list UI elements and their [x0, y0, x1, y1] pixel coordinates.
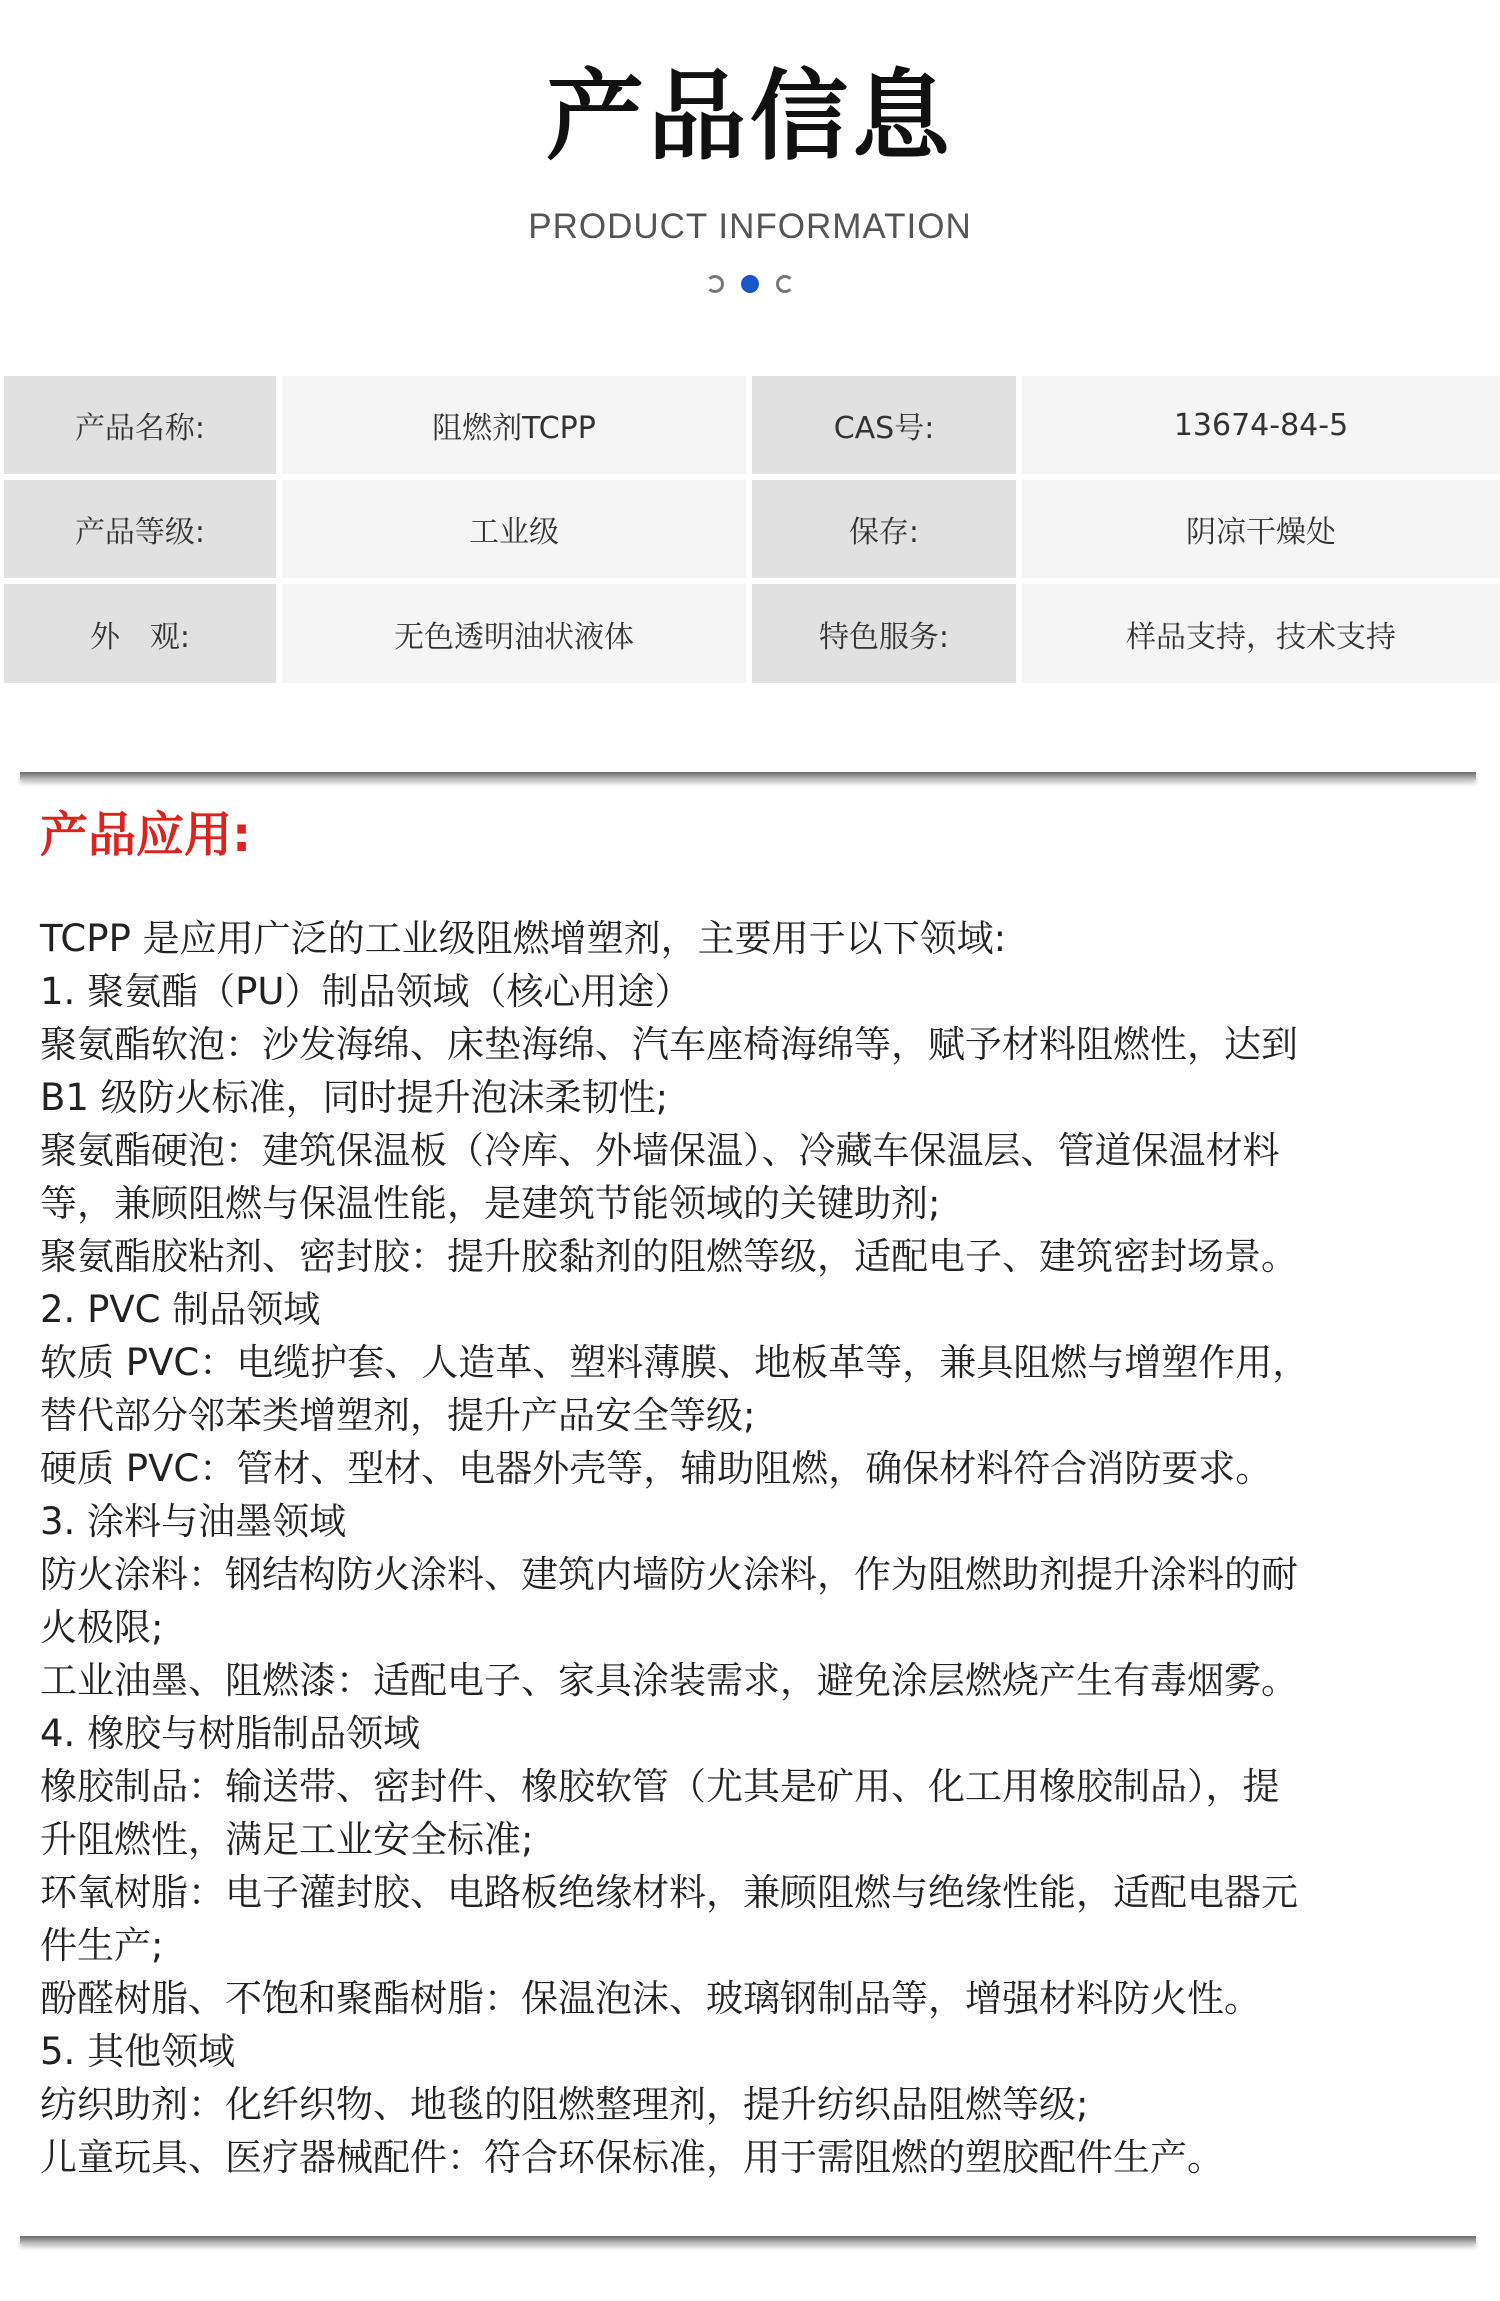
application-body: [40, 912, 1460, 2184]
body-line: 防火涂料：钢结构防火涂料、建筑内墙防火涂料，作为阻燃助剂提升涂料的耐: [40, 1553, 1298, 1596]
info-label: 外 观:: [0, 578, 276, 683]
body-line: 等，兼顾阻燃与保温性能，是建筑节能领域的关键助剂;: [40, 1182, 941, 1225]
section-divider-top: [20, 772, 1476, 780]
body-line: 火极限;: [40, 1606, 164, 1649]
body-line: 聚氨酯硬泡：建筑保温板（冷库、外墙保温）、冷藏车保温层、管道保温材料: [40, 1129, 1280, 1172]
body-line: 环氧树脂：电子灌封胶、电路板绝缘材料，兼顾阻燃与绝缘性能，适配电器元: [40, 1871, 1298, 1914]
body-line: 纺织助剂：化纤织物、地毯的阻燃整理剂，提升纺织品阻燃等级;: [40, 2083, 1089, 2126]
info-label: 保存:: [746, 474, 1016, 578]
dot-active-icon: [741, 275, 759, 293]
body-line: 硬质 PVC：管材、型材、电器外壳等，辅助阻燃，确保材料符合消防要求。: [40, 1447, 1273, 1490]
body-line: B1 级防火标准，同时提升泡沫柔韧性;: [40, 1076, 669, 1119]
carousel-indicator: [706, 272, 794, 296]
body-line: 酚醛树脂、不饱和聚酯树脂：保温泡沫、玻璃钢制品等，增强材料防火性。: [40, 1977, 1261, 2020]
section-divider-bottom: [20, 2236, 1476, 2244]
info-value: 样品支持，技术支持: [1016, 578, 1500, 683]
info-label: 产品名称:: [0, 370, 276, 474]
body-line: 儿童玩具、医疗器械配件：符合环保标准，用于需阻燃的塑胶配件生产。: [40, 2136, 1224, 2179]
product-info-table: [0, 370, 1500, 683]
body-line: 2. PVC 制品领域: [40, 1288, 321, 1331]
application-heading: 产品应用:: [40, 807, 252, 863]
body-line: 聚氨酯软泡：沙发海绵、床垫海绵、汽车座椅海绵等，赋予材料阻燃性，达到: [40, 1023, 1298, 1066]
body-line: 软质 PVC：电缆护套、人造革、塑料薄膜、地板革等，兼具阻燃与增塑作用，: [40, 1341, 1310, 1384]
info-value: 工业级: [276, 474, 746, 578]
body-line: 橡胶制品：输送带、密封件、橡胶软管（尤其是矿用、化工用橡胶制品），提: [40, 1765, 1280, 1808]
page-subtitle: PRODUCT INFORMATION: [528, 207, 972, 246]
info-label: 特色服务:: [746, 578, 1016, 683]
body-line: 升阻燃性，满足工业安全标准;: [40, 1818, 534, 1861]
info-value: 13674-84-5: [1016, 370, 1500, 474]
body-line: 1. 聚氨酯（PU）制品领域（核心用途）: [40, 970, 692, 1013]
info-value: 阻燃剂TCPP: [276, 370, 746, 474]
dot-inactive-icon: [706, 275, 724, 293]
body-line: TCPP 是应用广泛的工业级阻燃增塑剂，主要用于以下领域:: [40, 917, 1007, 960]
info-value: 阴凉干燥处: [1016, 474, 1500, 578]
body-line: 工业油墨、阻燃漆：适配电子、家具涂装需求，避免涂层燃烧产生有毒烟雾。: [40, 1659, 1298, 1702]
body-line: 5. 其他领域: [40, 2030, 236, 2073]
body-line: 聚氨酯胶粘剂、密封胶：提升胶黏剂的阻燃等级，适配电子、建筑密封场景。: [40, 1235, 1298, 1278]
dot-inactive-icon: [776, 275, 794, 293]
info-label: CAS号:: [746, 370, 1016, 474]
info-value: 无色透明油状液体: [276, 578, 746, 683]
body-line: 替代部分邻苯类增塑剂，提升产品安全等级;: [40, 1394, 756, 1437]
body-line: 4. 橡胶与树脂制品领域: [40, 1712, 421, 1755]
body-line: 件生产;: [40, 1924, 164, 1967]
body-line: 3. 涂料与油墨领域: [40, 1500, 347, 1543]
page-title: 产品信息: [545, 60, 954, 174]
info-label: 产品等级:: [0, 474, 276, 578]
